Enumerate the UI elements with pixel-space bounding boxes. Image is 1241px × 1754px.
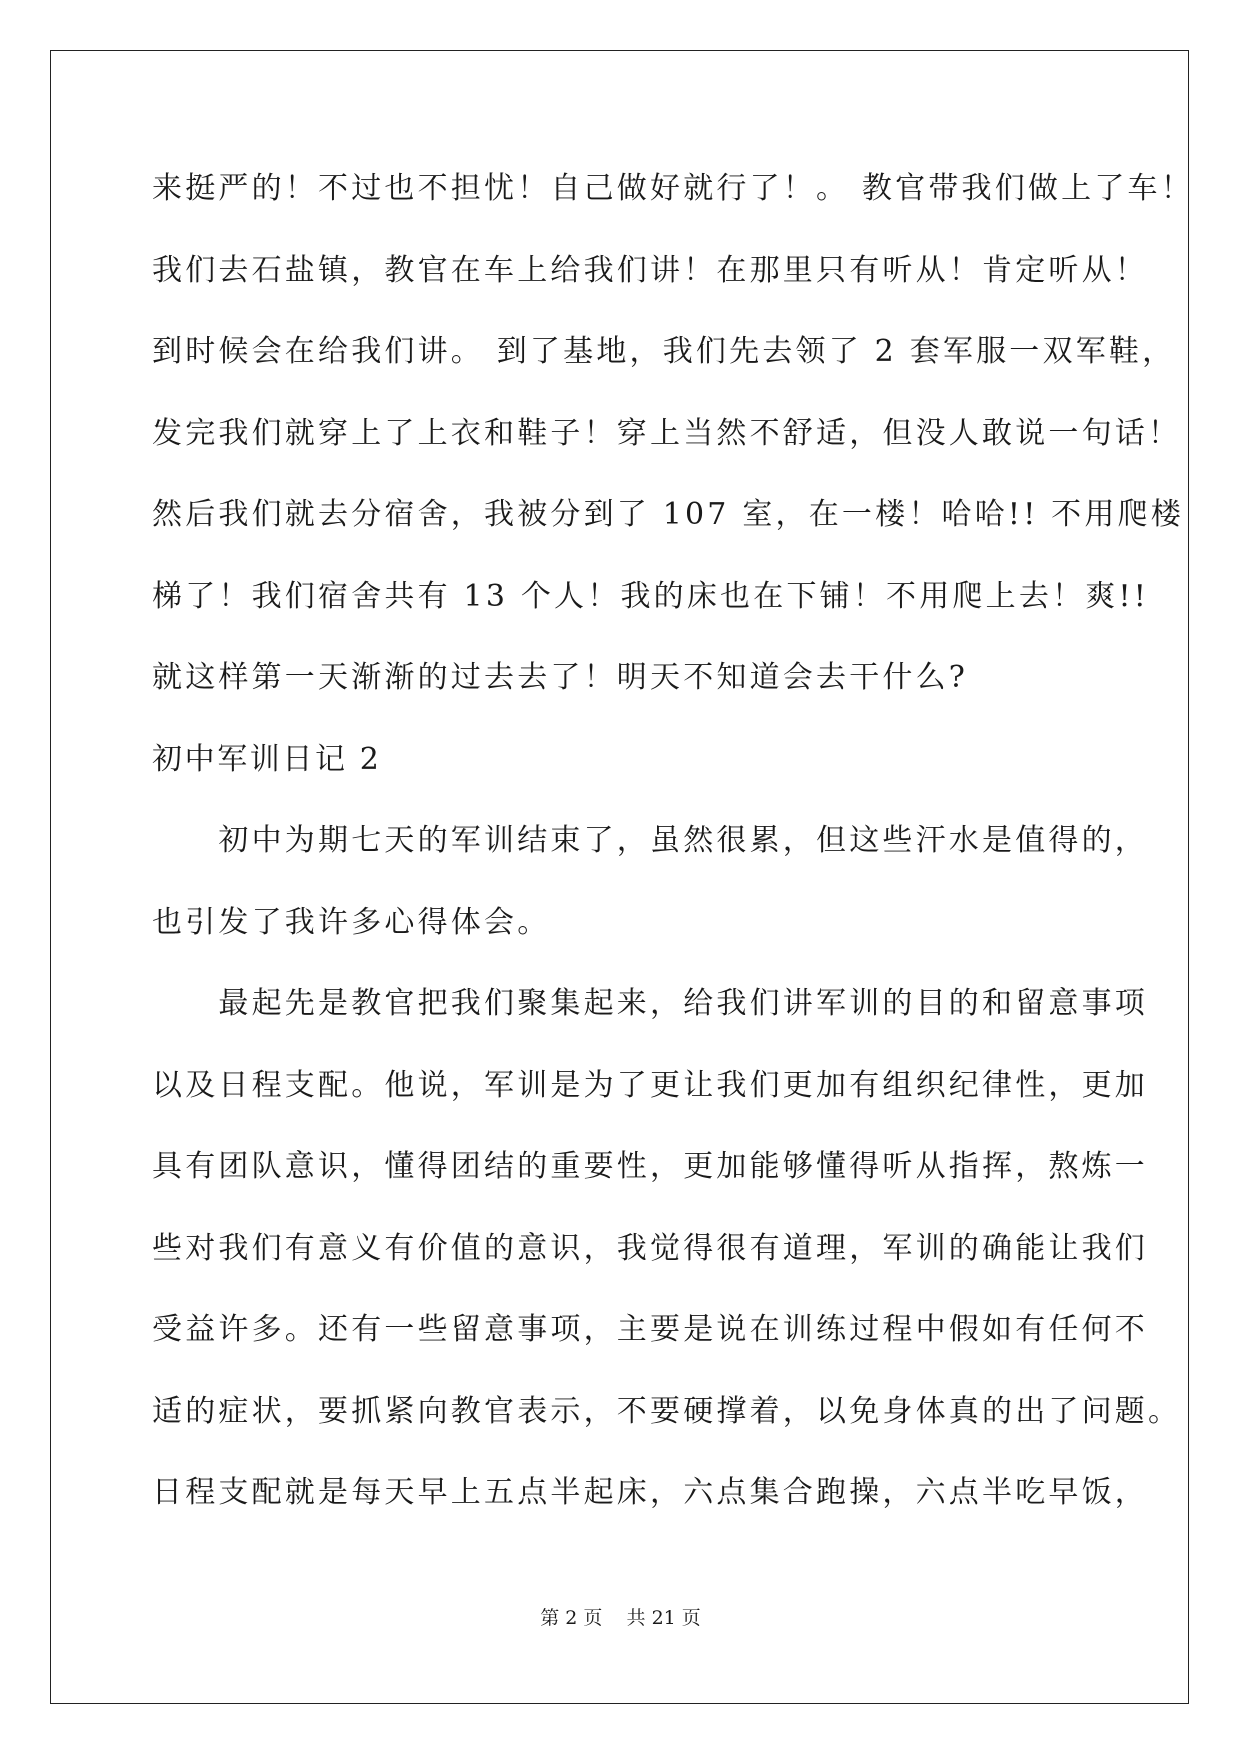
document-body [152, 159, 1194, 1545]
text-line: 些对我们有意义有价值的意识，我觉得很有道理，军训的确能让我们 [152, 1230, 1148, 1266]
text-line: 具有团队意识，懂得团结的重要性，更加能够懂得听从指挥，熬炼一 [152, 1149, 1148, 1184]
text-line: 适的症状，要抓紧向教官表示，不要硬撑着，以免身体真的出了问题。 [152, 1393, 1182, 1429]
text-line: 日程支配就是每天早上五点半起床，六点集合跑操，六点半吃早饭， [152, 1475, 1148, 1510]
page-number-footer: 第 2 页 共 21 页 [540, 1607, 701, 1629]
text-line: 到时候会在给我们讲。 到了基地，我们先去领了 2 套军服一双军鞋， [152, 334, 1176, 369]
text-line: 梯了！我们宿舍共有 13 个人！我的床也在下铺！不用爬上去！爽!! [152, 578, 1149, 614]
text-line: 初中为期七天的军训结束了，虽然很累，但这些汗水是值得的， [152, 823, 1148, 858]
text-line: 最起先是教官把我们聚集起来，给我们讲军训的目的和留意事项 [152, 986, 1148, 1021]
text-line: 发完我们就穿上了上衣和鞋子！穿上当然不舒适，但没人敢说一句话！ [152, 415, 1182, 451]
text-line: 受益许多。还有一些留意事项，主要是说在训练过程中假如有任何不 [152, 1312, 1148, 1347]
text-line: 就这样第一天渐渐的过去去了！明天不知道会去干什么? [152, 660, 969, 695]
text-line: 然后我们就去分宿舍，我被分到了 107 室，在一楼！哈哈!! 不用爬楼 [152, 497, 1184, 532]
text-line: 来挺严的！不过也不担忧！自己做好就行了！。 教官带我们做上了车！ [152, 171, 1194, 206]
text-line: 以及日程支配。他说，军训是为了更让我们更加有组织纪律性，更加 [152, 1067, 1148, 1103]
text-line: 我们去石盐镇，教官在车上给我们讲！在那里只有听从！肯定听从！ [152, 252, 1148, 288]
text-line: 也引发了我许多心得体会。 [152, 904, 551, 940]
section-heading: 初中军训日记 2 [152, 741, 382, 777]
